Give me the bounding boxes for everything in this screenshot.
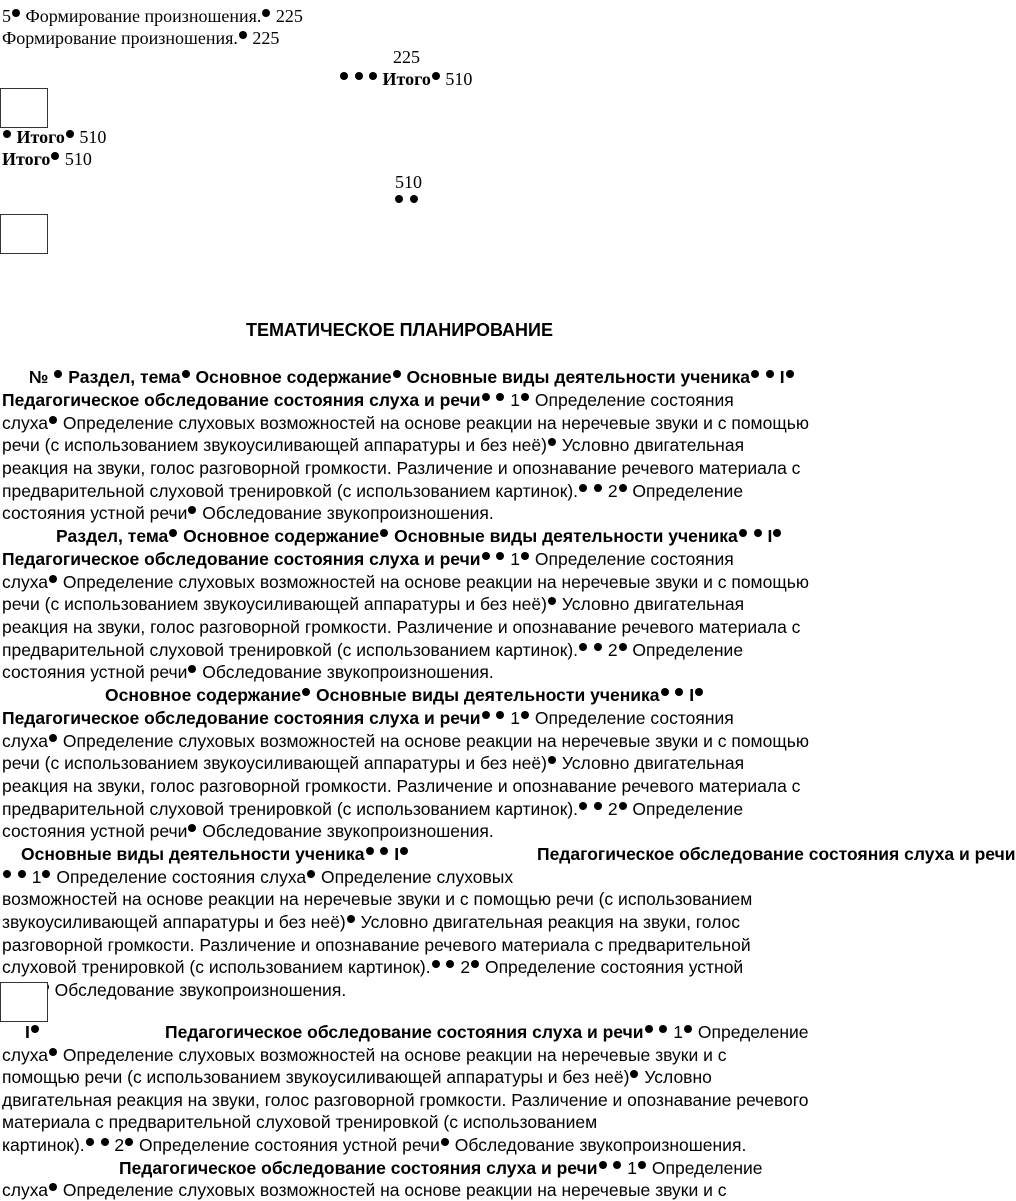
header-row-1: [2, 5, 303, 27]
bullet-icon: [3, 870, 11, 878]
bullet-icon: [302, 688, 310, 696]
text-fragment: Обследование звукопроизношения.: [202, 503, 494, 523]
text-fragment: слуховой тренировкой (с использованием картинок).: [2, 957, 431, 977]
bullet-icon: [619, 802, 627, 810]
text-fragment: Условно двигательная: [561, 435, 745, 455]
text-line: реакция на звуки, голос разговорной громкости. Различение и опознавание речевого материала с: [2, 617, 801, 637]
col-section: Раздел, тема: [56, 526, 169, 546]
table-header-line: [56, 525, 782, 547]
section-roman: I: [779, 367, 785, 387]
checkbox-icon[interactable]: [0, 88, 48, 128]
bullet-icon: [49, 734, 57, 742]
bullet-icon: [400, 847, 408, 855]
bullet-icon: [395, 195, 403, 203]
item-number: 1: [510, 549, 520, 569]
text-fragment: слуха: [2, 1045, 48, 1065]
text-fragment: состояния устной речи: [2, 662, 188, 682]
text-fragment: Определение состояния: [534, 549, 734, 569]
section-roman: I: [689, 685, 695, 705]
text-line: [2, 1044, 727, 1066]
col-content: Основное содержание: [105, 685, 302, 705]
bullet-icon: [432, 72, 440, 80]
bullet-icon: [366, 847, 374, 855]
text-line: [2, 820, 494, 842]
checkbox-icon[interactable]: [0, 982, 48, 1022]
bullet-icon: [446, 960, 454, 968]
text-fragment: Определение слуховых возможностей на основе реакции на неречевые звуки и с: [62, 1045, 727, 1065]
text-line: [2, 480, 743, 502]
text-fragment: состояния устной речи: [2, 503, 188, 523]
item-number: 2: [460, 957, 471, 977]
row-hours: 225: [252, 28, 280, 48]
text-line: [2, 548, 734, 570]
col-activities: Основные виды деятельности ученика: [21, 844, 365, 864]
text-fragment: картинок).: [2, 1135, 85, 1155]
bullet-icon: [659, 1025, 667, 1033]
bullet-icon: [786, 370, 794, 378]
text-fragment: слуха: [2, 572, 48, 592]
row-text: Формирование произношения.: [25, 6, 262, 26]
section-title: Педагогическое обследование состояния слуха и речи: [2, 390, 481, 410]
bullet-icon: [496, 552, 504, 560]
text-fragment: Определение: [651, 1158, 763, 1178]
text-fragment: речи (с использованием звукоусиливающей аппаратуры и без неё): [2, 753, 547, 773]
col-content: Основное содержание: [195, 367, 392, 387]
bullet-icon: [239, 31, 247, 39]
text-line: [2, 730, 809, 752]
bullet-icon: [101, 1138, 109, 1146]
col-activities: Основные виды деятельности ученика: [406, 367, 750, 387]
col-content: Основное содержание: [183, 526, 380, 546]
text-line: [165, 1021, 809, 1043]
row-text: Формирование произношения.: [2, 28, 238, 48]
text-line: [2, 412, 809, 434]
bullet-icon: [355, 72, 363, 80]
text-fragment: слуха: [2, 1180, 48, 1200]
bullet-icon: [369, 72, 377, 80]
text-line: возможностей на основе реакции на неречевые звуки и с помощью речи (с использованием: [2, 889, 753, 909]
bullet-icon: [182, 370, 190, 378]
bullet-icon: [739, 529, 747, 537]
header-row-3: 225: [393, 47, 420, 67]
row-hours: 225: [275, 6, 303, 26]
col-section: Раздел, тема: [68, 367, 181, 387]
col-num: №: [29, 367, 49, 387]
text-line: [2, 571, 809, 593]
bullet-icon: [169, 529, 177, 537]
text-fragment: Определение слуховых возможностей на основе реакции на неречевые звуки и с помощью: [62, 413, 809, 433]
text-line: [2, 707, 734, 729]
text-fragment: Условно двигательная реакция на звуки, голос: [360, 912, 741, 932]
text-fragment: Определение состояния: [534, 390, 734, 410]
bullet-pair: [394, 191, 419, 213]
text-line: [2, 911, 740, 933]
text-line: двигательная реакция на звуки, голос разговорной громкости. Различение и опознавание речевого: [2, 1090, 809, 1110]
text-fragment: слуха: [2, 731, 48, 751]
bullet-icon: [594, 484, 602, 492]
bullet-icon: [347, 915, 355, 923]
total-row-4: 510: [395, 172, 422, 192]
bullet-icon: [613, 1161, 621, 1169]
bullet-icon: [66, 130, 74, 138]
bullet-icon: [548, 756, 556, 764]
section-roman: I: [767, 526, 773, 546]
text-line: [2, 1179, 727, 1201]
bullet-icon: [638, 1161, 646, 1169]
bullet-icon: [496, 393, 504, 401]
text-line: [2, 979, 346, 1001]
bullet-icon: [441, 1138, 449, 1146]
text-fragment: Определение: [632, 640, 744, 660]
text-fragment: слуха: [2, 413, 48, 433]
bullet-icon: [380, 847, 388, 855]
bullet-icon: [579, 802, 587, 810]
col-activities: Основные виды деятельности ученика: [394, 526, 738, 546]
bullet-icon: [521, 711, 529, 719]
total-value: 510: [79, 127, 107, 147]
text-fragment: речи (с использованием звукоусиливающей аппаратуры и без неё): [2, 435, 547, 455]
text-fragment: Обследование звукопроизношения.: [54, 980, 347, 1000]
text-fragment: помощью речи (с использованием звукоусиливающей аппаратуры и без неё): [2, 1067, 630, 1087]
text-line: [2, 502, 494, 524]
text-fragment: Определение состояния слуха: [56, 867, 307, 887]
bullet-icon: [432, 960, 440, 968]
item-number: 1: [31, 867, 42, 887]
bullet-icon: [482, 393, 490, 401]
item-number: 1: [510, 390, 520, 410]
item-number: 1: [510, 708, 520, 728]
text-fragment: Определение: [632, 481, 744, 501]
bullet-icon: [548, 597, 556, 605]
text-fragment: Определение состояния устной: [484, 957, 744, 977]
table-header-line: [21, 843, 409, 865]
bullet-icon: [49, 1048, 57, 1056]
text-line: реакция на звуки, голос разговорной громкости. Различение и опознавание речевого материала с: [2, 776, 801, 796]
bullet-icon: [482, 552, 490, 560]
bullet-icon: [471, 960, 479, 968]
bullet-icon: [188, 665, 196, 673]
bullet-icon: [31, 1025, 39, 1033]
text-fragment: Обследование звукопроизношения.: [202, 662, 494, 682]
bullet-icon: [42, 870, 50, 878]
text-line: [2, 593, 744, 615]
bullet-icon: [619, 484, 627, 492]
bullet-icon: [340, 72, 348, 80]
bullet-icon: [188, 506, 196, 514]
bullet-icon: [521, 552, 529, 560]
bullet-icon: [3, 130, 11, 138]
text-line: [2, 639, 743, 661]
text-line: [2, 866, 513, 888]
text-line: [2, 752, 744, 774]
total-row-3: [2, 148, 92, 170]
text-line: [119, 1157, 763, 1179]
text-fragment: Определение состояния: [534, 708, 734, 728]
item-number: 1: [673, 1022, 683, 1042]
text-line: [2, 956, 743, 978]
bullet-icon: [619, 643, 627, 651]
text-fragment: Определение: [632, 799, 744, 819]
col-activities: Основные виды деятельности ученика: [316, 685, 660, 705]
total-label: Итого: [382, 69, 431, 89]
table-header-line: [105, 684, 704, 706]
bullet-icon: [307, 870, 315, 878]
text-fragment: Условно двигательная: [561, 594, 745, 614]
bullet-icon: [410, 195, 418, 203]
section-title: Педагогическое обследование состояния слуха и речи: [2, 549, 481, 569]
text-line: [2, 434, 744, 456]
bullet-icon: [751, 370, 759, 378]
text-line: разговорной громкости. Различение и опознавание речевого материала с предварительной: [2, 935, 751, 955]
text-fragment: предварительной слуховой тренировкой (с использованием картинок).: [2, 481, 579, 501]
bullet-icon: [579, 484, 587, 492]
text-fragment: состояния устной речи: [2, 821, 188, 841]
item-number: 1: [627, 1158, 637, 1178]
table-header-line: [29, 366, 795, 388]
section-title: Педагогическое обследование состояния слуха и речи: [2, 708, 481, 728]
bullet-icon: [661, 688, 669, 696]
bullet-icon: [125, 1138, 133, 1146]
text-line: материала с предварительной слуховой тренировкой (с использованием: [2, 1112, 598, 1132]
section-title-part: Педагогическое обследование состояния слуха и речи: [537, 844, 1016, 864]
text-fragment: Условно двигательная: [561, 753, 745, 773]
item-number: 2: [114, 1135, 125, 1155]
text-fragment: Обследование звукопроизношения.: [454, 1135, 747, 1155]
total-value: 510: [64, 149, 92, 169]
text-fragment: Определение слуховых возможностей на основе реакции на неречевые звуки и с: [62, 1180, 727, 1200]
bullet-icon: [393, 370, 401, 378]
bullet-icon: [49, 575, 57, 583]
text-fragment: Определение слуховых: [320, 867, 514, 887]
bullet-icon: [51, 152, 59, 160]
item-number: 2: [607, 799, 618, 819]
bullet-icon: [594, 802, 602, 810]
page-title: ТЕМАТИЧЕСКОЕ ПЛАНИРОВАНИЕ: [246, 320, 553, 340]
bullet-icon: [49, 416, 57, 424]
text-fragment: Определение слуховых возможностей на основе реакции на неречевые звуки и с помощью: [62, 572, 809, 592]
bullet-icon: [521, 393, 529, 401]
text-line: [25, 1021, 40, 1043]
bullet-icon: [630, 1070, 638, 1078]
bullet-icon: [766, 370, 774, 378]
row-number: 5: [2, 6, 11, 26]
item-number: 2: [607, 481, 618, 501]
bullet-icon: [645, 1025, 653, 1033]
bullet-icon: [579, 643, 587, 651]
section-title: Педагогическое обследование состояния слуха и речи: [165, 1022, 644, 1042]
section-roman: I: [25, 1022, 30, 1042]
text-fragment: Определение слуховых возможностей на основе реакции на неречевые звуки и с помощью: [62, 731, 809, 751]
bullet-icon: [599, 1161, 607, 1169]
text-line: [2, 1134, 746, 1156]
text-line: реакция на звуки, голос разговорной громкости. Различение и опознавание речевого материала с: [2, 458, 801, 478]
bullet-icon: [684, 1025, 692, 1033]
text-line: [2, 661, 494, 683]
bullet-icon: [675, 688, 683, 696]
text-line: [2, 1066, 712, 1088]
bullet-icon: [548, 438, 556, 446]
section-title: Педагогическое обследование состояния слуха и речи: [119, 1158, 598, 1178]
text-fragment: предварительной слуховой тренировкой (с использованием картинок).: [2, 640, 579, 660]
bullet-icon: [482, 711, 490, 719]
text-fragment: Определение: [697, 1022, 809, 1042]
text-fragment: Обследование звукопроизношения.: [202, 821, 494, 841]
text-fragment: Определение состояния устной речи: [139, 1135, 440, 1155]
bullet-icon: [54, 370, 62, 378]
total-row-2: [2, 126, 106, 148]
checkbox-icon[interactable]: [0, 214, 48, 254]
total-value: 510: [445, 69, 473, 89]
bullet-icon: [594, 643, 602, 651]
text-fragment: Условно: [644, 1067, 712, 1087]
text-fragment: речи (с использованием звукоусиливающей аппаратуры и без неё): [2, 594, 547, 614]
header-row-2: [2, 27, 279, 49]
text-line: [2, 798, 743, 820]
bullet-icon: [380, 529, 388, 537]
section-roman: I: [394, 844, 400, 864]
bullet-icon: [18, 870, 26, 878]
bullet-icon: [754, 529, 762, 537]
bullet-icon: [12, 9, 20, 17]
bullet-icon: [262, 9, 270, 17]
bullet-icon: [86, 1138, 94, 1146]
bullet-icon: [496, 711, 504, 719]
total-row: [339, 68, 472, 90]
text-fragment: предварительной слуховой тренировкой (с использованием картинок).: [2, 799, 579, 819]
item-number: 2: [607, 640, 618, 660]
total-label: Итого: [16, 127, 65, 147]
text-line: [2, 389, 734, 411]
bullet-icon: [49, 1183, 57, 1191]
total-label: Итого: [2, 149, 51, 169]
bullet-icon: [188, 824, 196, 832]
bullet-icon: [695, 688, 703, 696]
text-fragment: звукоусиливающей аппаратуры и без неё): [2, 912, 346, 932]
bullet-icon: [773, 529, 781, 537]
